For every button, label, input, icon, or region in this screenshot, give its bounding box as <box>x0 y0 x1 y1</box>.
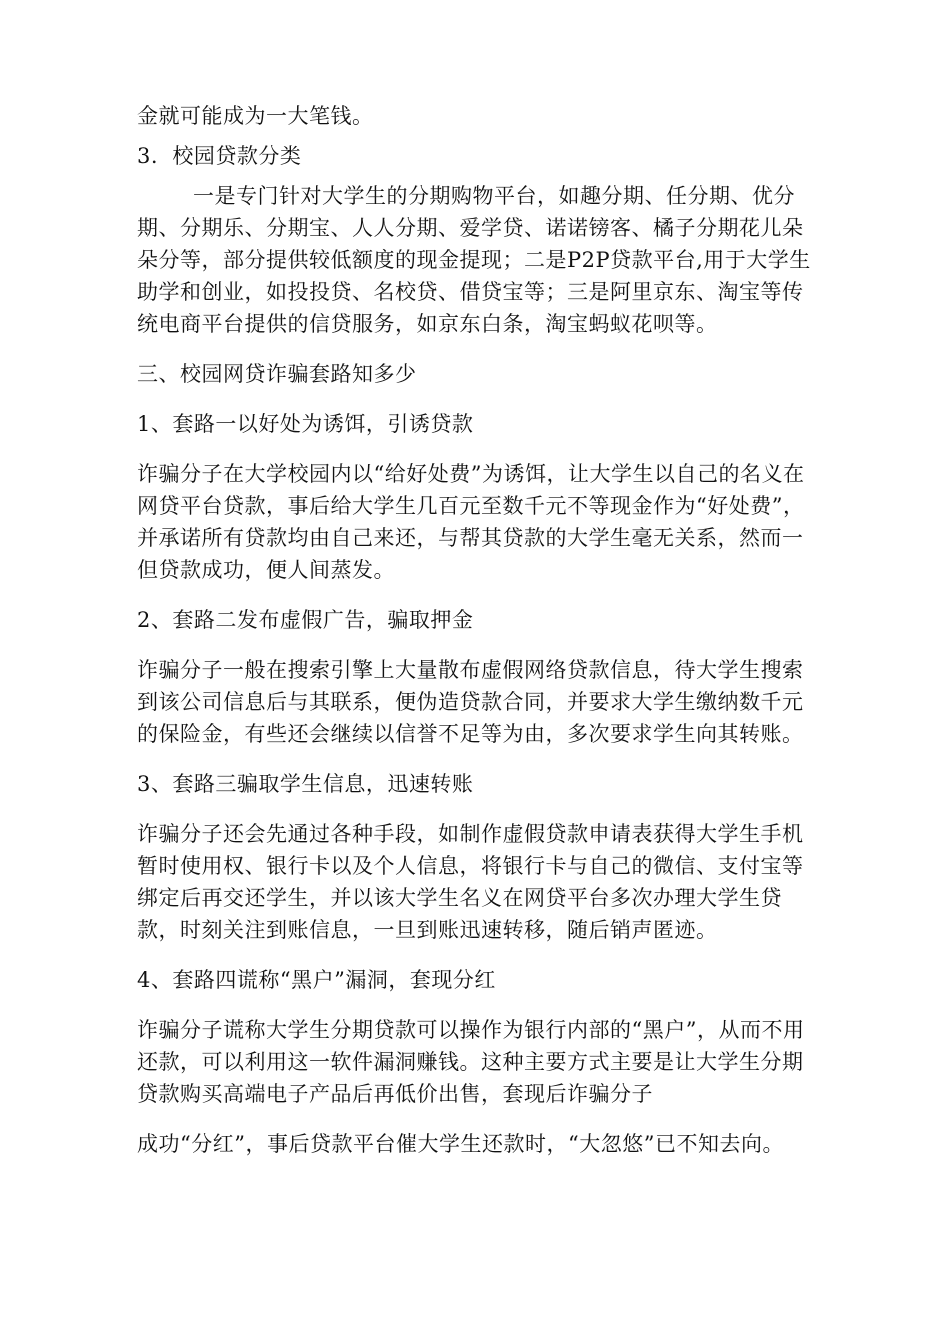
routine-body-1: 诈骗分子在大学校园内以“给好处费”为诱饵，让大学生以自己的名义在网贷平台贷款，事后给大学生几百元至数千元不等现金作为“好处费”，并承诺所有贷款均由自己来还，与帮其贷款的大学生毫无关系，然而一但贷款成功，便人间蒸发。 <box>137 462 805 582</box>
routine-body-3: 诈骗分子还会先通过各种手段，如制作虚假贷款申请表获得大学生手机暂时使用权、银行卡以及个人信息，将银行卡与自己的微信、支付宝等绑定后再交还学生，并以该大学生名义在网贷平台多次办理大学生贷款，时刻关注到账信息，一旦到账迅速转移，随后销声匿迹。 <box>137 822 804 942</box>
routine-body-4: 诈骗分子谎称大学生分期贷款可以操作为银行内部的“黑户”，从而不用还款，可以利用这一软件漏洞赚钱。这种主要方式主要是让大学生分期贷款购买高端电子产品后再低价出售，套现后诈骗分子 <box>137 1018 805 1106</box>
routine-heading-4: 4、套路四谎称“黑户”漏洞，套现分红 <box>137 968 496 992</box>
chapter-heading-fraud-routines: 三、校园网贷诈骗套路知多少 <box>137 362 417 386</box>
loan-categories-paragraph: 一是专门针对大学生的分期购物平台，如趣分期、任分期、优分期、分期乐、分期宝、人人分期、爱学贷、诺诺镑客、橘子分期花儿朵朵分等，部分提供较低额度的现金提现；二是P2P贷款平台,用于大学生助学和创业，如投投贷、名校贷、借贷宝等；三是阿里京东、淘宝等传统电商平台提供的信贷服务，如京东白条，淘宝蚂蚁花呗等。 <box>137 184 811 336</box>
section-heading-loan-categories: 3. 校园贷款分类 <box>137 144 302 168</box>
final-paragraph: 成功“分红”，事后贷款平台催大学生还款时，“大忽悠”已不知去向。 <box>137 1132 784 1156</box>
document-body <box>137 100 817 1160</box>
routine-heading-3: 3、套路三骗取学生信息，迅速转账 <box>137 772 474 796</box>
continuation-paragraph: 金就可能成为一大笔钱。 <box>137 104 374 128</box>
routine-body-2: 诈骗分子一般在搜索引擎上大量散布虚假网络贷款信息，待大学生搜索到该公司信息后与其联系，便伪造贷款合同，并要求大学生缴纳数千元的保险金，有些还会继续以信誉不足等为由，多次要求学生向其转账。 <box>137 658 804 746</box>
routine-heading-2: 2、套路二发布虚假广告，骗取押金 <box>137 608 474 632</box>
routine-heading-1: 1、套路一以好处为诱饵，引诱贷款 <box>137 412 474 436</box>
